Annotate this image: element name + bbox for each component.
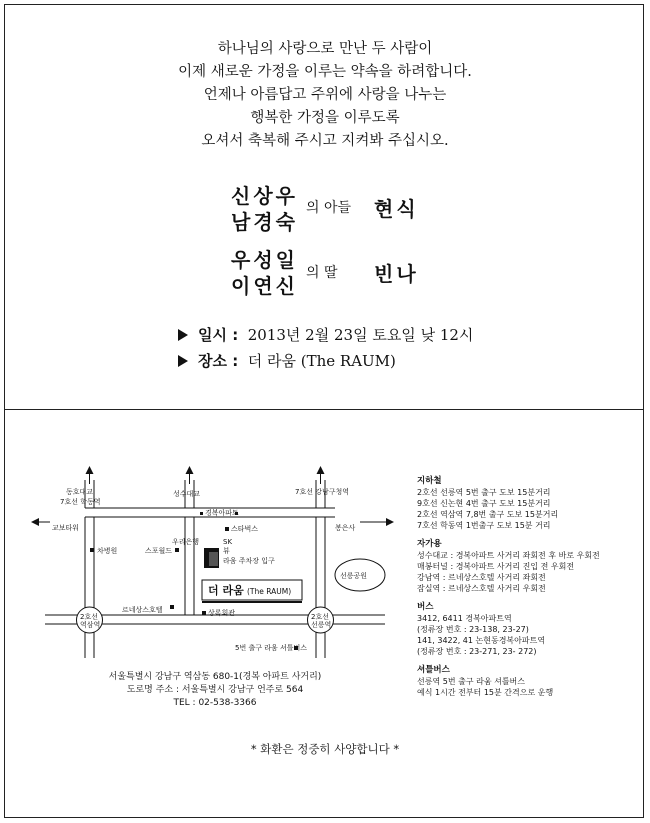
venue-address [30,671,400,710]
map-label-hakdong: 7호선 학동역 [60,498,101,506]
invitation-line: 이제 새로운 가정을 이루는 약속을 하려합니다. [178,64,472,80]
invitation-line: 하나님의 사랑으로 만난 두 사람이 [217,41,433,57]
map-label-sangrok: 상록회관 [208,609,236,617]
invitation-line: 오셔서 축복해 주시고 지켜봐 주십시오. [201,133,449,149]
map-label-sk: SK [223,538,233,546]
event-place [178,350,396,371]
shuttle-item: 예식 1시간 전부터 15분 간격으로 운행 [417,688,554,697]
groom-name: 현식 [374,197,419,221]
subway-item: 9호선 신논현 4번 출구 도보 15분거리 [417,499,551,508]
map-label-apt: 경복아파트 [205,509,239,517]
footer-note: * 화환은 정중히 사양합니다 * [250,742,400,756]
car-title: 자가용 [417,539,442,549]
triangle-bullet-icon [178,355,188,367]
groom-father: 신상우 [231,184,298,208]
invitation-line: 행복한 가정을 이루도록 [250,110,400,126]
triangle-bullet-icon [178,329,188,341]
date-value: 2013년 2월 23일 토요일 낮 12시 [247,326,474,344]
car-item: 강남역 : 르네상스호텔 사거리 좌회전 [417,573,546,582]
station-label-4: 선릉역 [311,621,332,629]
map-label-renaissance: 르네상스호텔 [122,606,163,614]
car-item: 잠실역 : 르네상스호텔 사거리 우회전 [417,584,546,593]
invitation-line: 언제나 아름답고 주위에 사랑을 나누는 [203,87,447,103]
bride-relation: 의 딸 [306,265,338,281]
address-line: 도로명 주소 : 서울특별시 강남구 언주로 564 [126,685,304,695]
map-label-parking: 라움 주차장 입구 [223,557,275,565]
map-label-shuttle: 5번 출구 라움 셔틀버스 [235,644,307,652]
bus-item: 3412, 6411 경복아파트역 [417,614,512,623]
subway-item: 2호선 역삼역 7,8번 출구 도보 15분거리 [417,510,559,519]
map-label-kyobo: 교보타워 [52,524,80,532]
bus-item: (정류장 번호 : 23-138, 23-27) [417,625,529,634]
map-label-park: 선릉공원 [340,572,368,580]
venue-name: 더 라움 [208,584,244,597]
map-label-dongho: 동호대교 [66,488,94,496]
phone: TEL : 02-538-3366 [173,698,257,708]
address-line: 서울특별시 강남구 역삼동 680-1(경복 아파트 사거리) [108,672,322,682]
map-label-seongsu: 성수대교 [173,490,201,498]
map-label-sk2: 뷰 [223,547,230,555]
car-item: 성수대교 : 경복아파트 사거리 좌회전 후 바로 우회전 [417,551,600,560]
location-map [30,460,400,665]
map-label-starbucks: 스타벅스 [231,525,259,533]
station-label-3: 2호선 [311,613,329,621]
map-label-woori: 우리은행 [172,538,200,546]
groom-mother: 남경숙 [231,210,298,234]
subway-item: 7호선 학동역 1번출구 도보 15분 거리 [417,521,551,530]
bus-title: 버스 [417,602,434,612]
car-item: 매봉터널 : 경복아파트 사거리 진입 전 우회전 [417,562,575,571]
station-label-2: 역삼역 [80,621,101,629]
map-label-bongeunsa: 봉은사 [335,524,356,532]
directions [417,476,637,698]
building-icon-shade [209,552,218,566]
shuttle-item: 선릉역 5번 출구 라움 셔틀버스 [417,677,525,686]
map-label-gangnamgu: 7호선 강남구청역 [295,488,350,496]
place-value: 더 라움 (The RAUM) [247,352,396,370]
subway-item: 2호선 선릉역 5번 출구 도보 15분거리 [417,488,551,497]
shuttle-title: 셔틀버스 [417,665,450,675]
invitation-message [0,38,650,153]
event-date [178,324,473,345]
map-label-cha: 차병원 [97,547,118,555]
date-label: 일시 : [198,326,239,344]
section-divider [4,409,644,410]
bus-item: 141, 3422, 41 논현동경복아파트역 [417,636,546,645]
venue-name-en: (The RAUM) [247,587,292,596]
groom-relation: 의 아들 [306,200,352,216]
station-label-1: 2호선 [80,613,98,621]
bride-name: 빈나 [374,262,419,286]
subway-title: 지하철 [417,476,442,486]
map-label-sportswon: 스포월드 [145,547,173,555]
bus-item: (정류장 번호 : 23-271, 23- 272) [417,647,537,656]
place-label: 장소 : [198,352,239,370]
bride-father: 우성일 [231,248,298,272]
bride-mother: 이연신 [231,274,298,298]
